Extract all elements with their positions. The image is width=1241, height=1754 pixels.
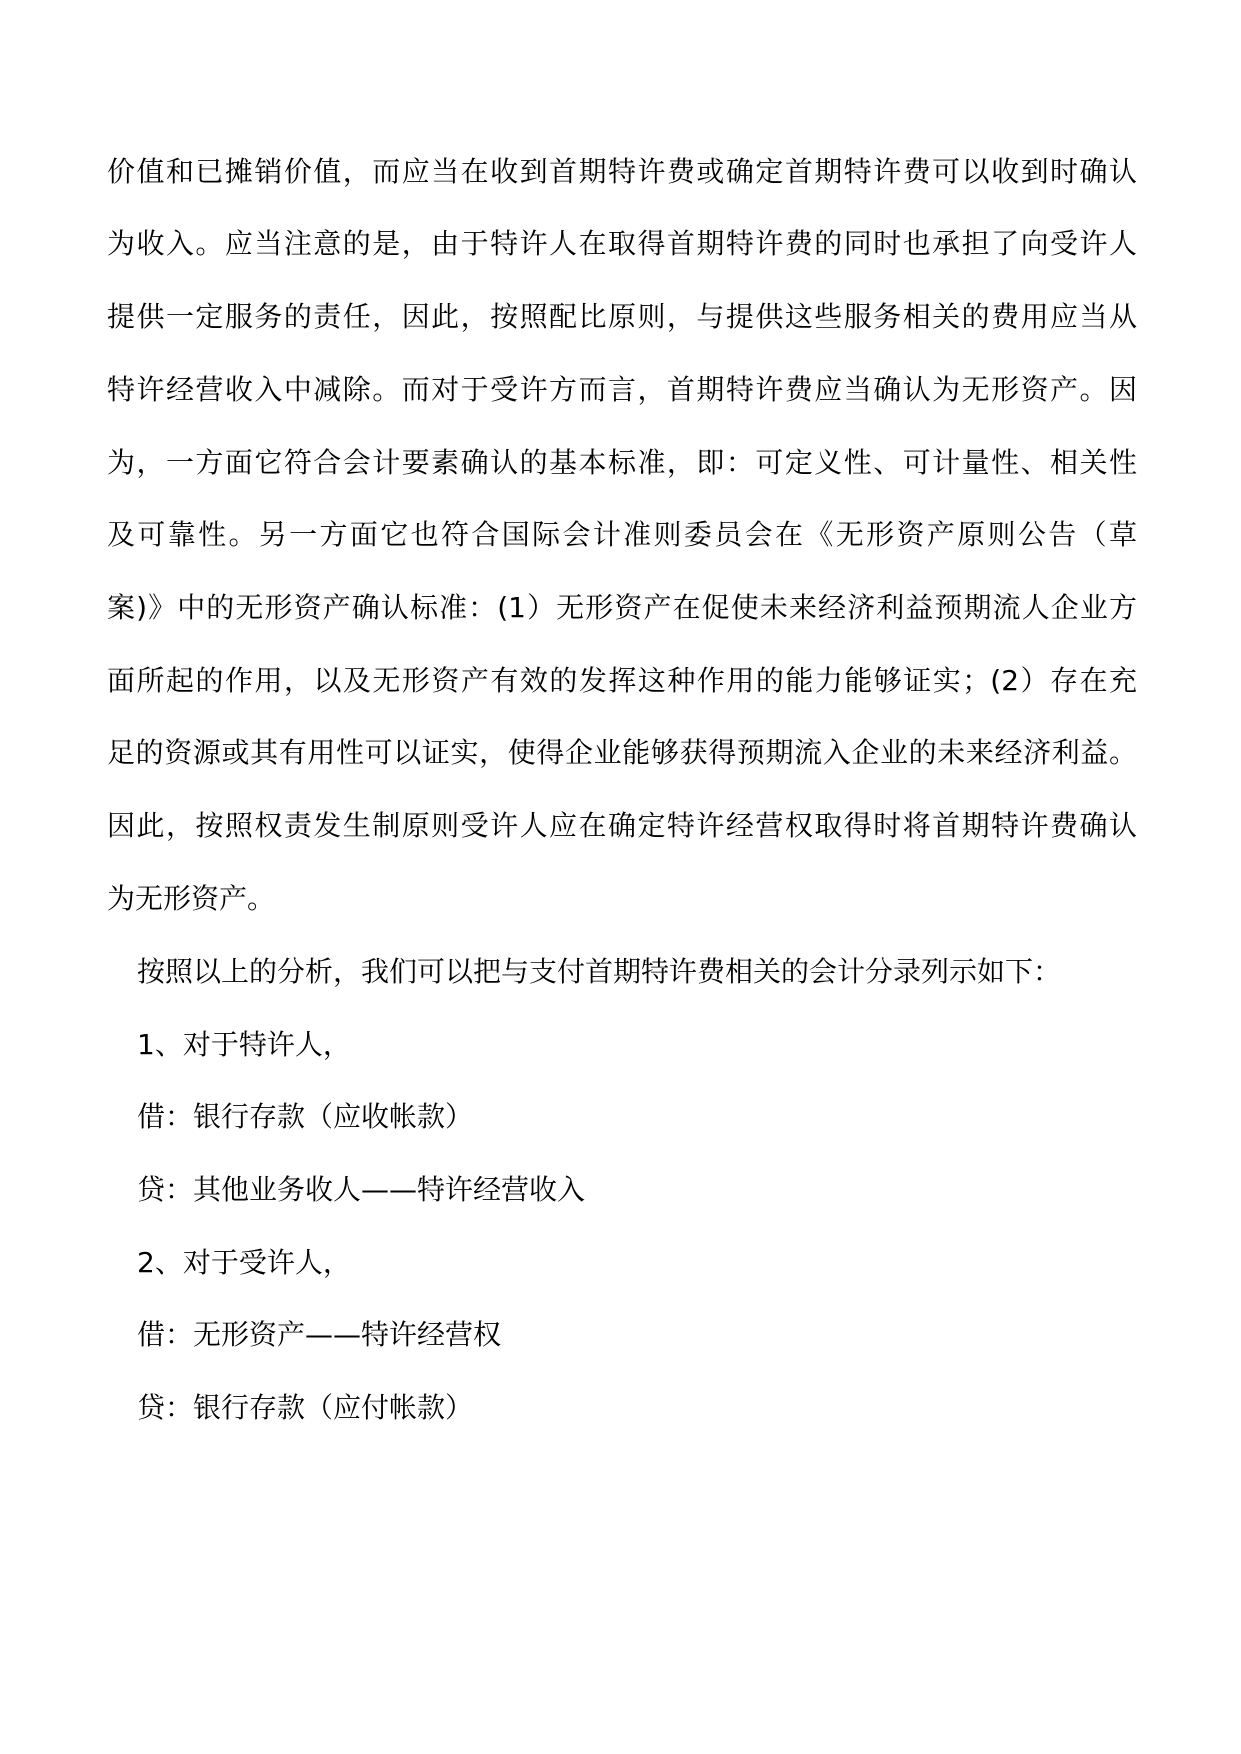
- paragraph-line-5: 为，一方面它符合会计要素确认的基本标准，即：可定义性、可计量性、相关性: [107, 446, 1137, 479]
- paragraph-line-6: 及可靠性。另一方面它也符合国际会计准则委员会在《无形资产原则公告（草: [107, 518, 1137, 551]
- franchisor-credit-entry: 贷：其他业务收人——特许经营收入: [137, 1173, 586, 1206]
- paragraph-line-8: 面所起的作用，以及无形资产有效的发挥这种作用的能力能够证实；(2）存在充: [107, 664, 1137, 697]
- franchisee-credit-entry: 贷：银行存款（应付帐款）: [137, 1391, 474, 1424]
- paragraph-line-3: 提供一定服务的责任，因此，按照配比原则，与提供这些服务相关的费用应当从: [107, 300, 1137, 333]
- intro-line: 按照以上的分析，我们可以把与支付首期特许费相关的会计分录列示如下：: [137, 955, 1062, 988]
- franchisee-heading: 2、对于受许人，: [137, 1246, 351, 1279]
- franchisee-debit-entry: 借：无形资产——特许经营权: [137, 1318, 502, 1351]
- paragraph-line-7: 案)》中的无形资产确认标准：(1）无形资产在促使未来经济利益预期流人企业方: [107, 591, 1137, 624]
- paragraph-line-1: 价值和已摊销价值，而应当在收到首期特许费或确定首期特许费可以收到时确认: [107, 155, 1137, 188]
- paragraph-line-11: 为无形资产。: [107, 882, 276, 915]
- franchisor-heading: 1、对于特许人，: [137, 1028, 351, 1061]
- franchisor-debit-entry: 借：银行存款（应收帐款）: [137, 1100, 474, 1133]
- paragraph-line-10: 因此，按照权责发生制原则受许人应在确定特许经营权取得时将首期特许费确认: [107, 809, 1137, 842]
- paragraph-line-4: 特许经营收入中减除。而对于受许方而言，首期特许费应当确认为无形资产。因: [107, 373, 1137, 406]
- paragraph-line-2: 为收入。应当注意的是，由于特许人在取得首期特许费的同时也承担了向受许人: [107, 227, 1137, 260]
- paragraph-line-9: 足的资源或其有用性可以证实，使得企业能够获得预期流入企业的未来经济利益。: [107, 736, 1137, 769]
